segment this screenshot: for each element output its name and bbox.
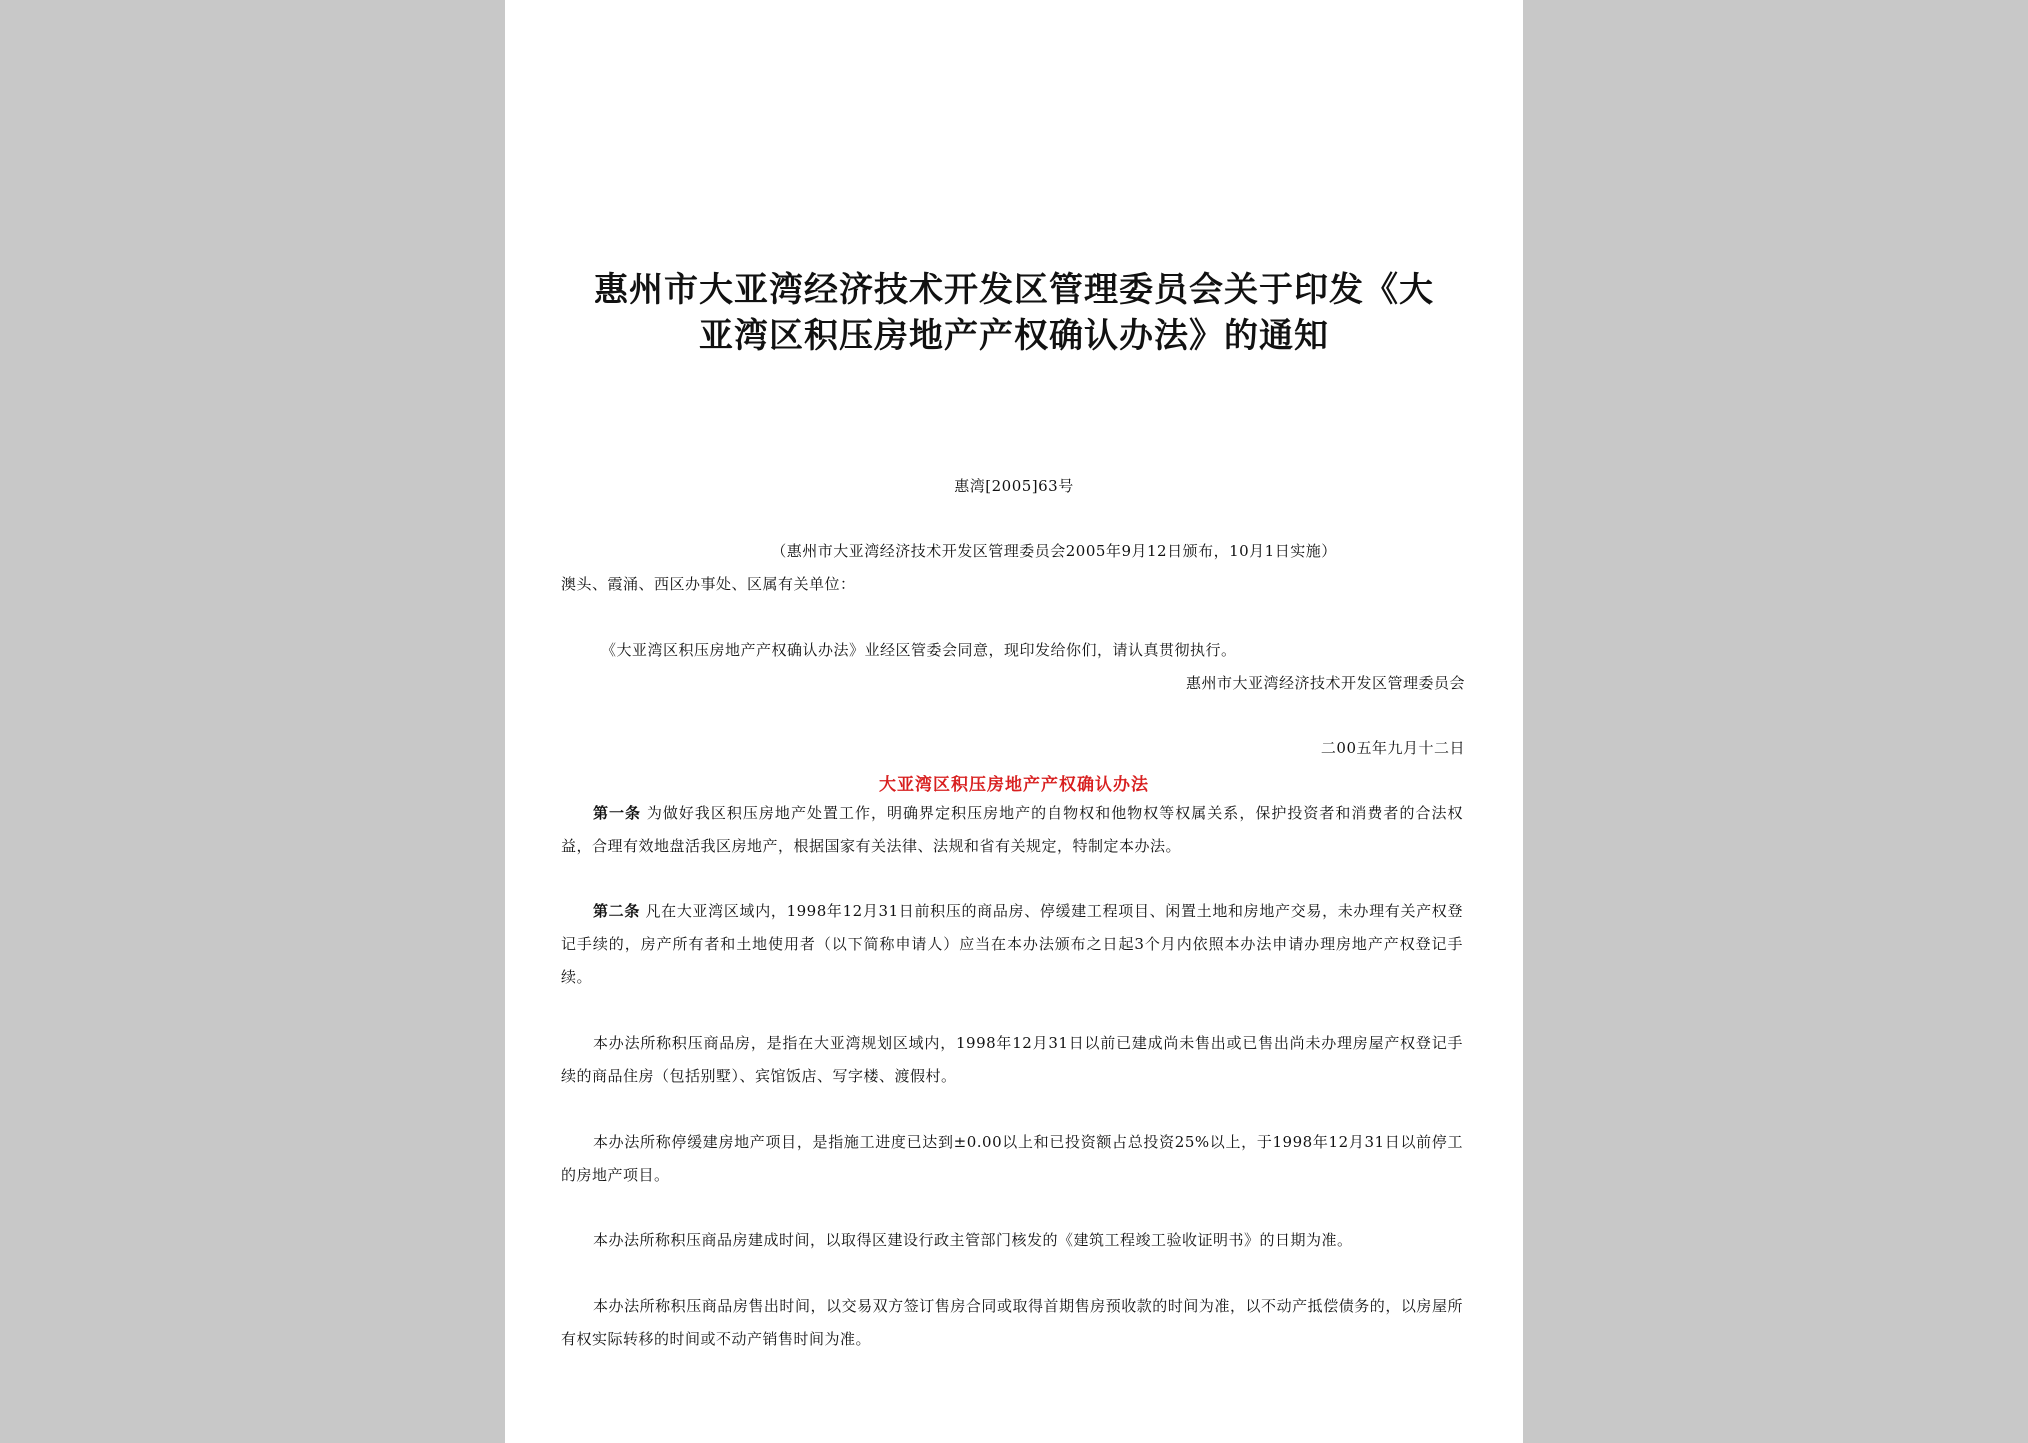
- paragraph-backlog-housing: 本办法所称积压商品房，是指在大亚湾规划区域内，1998年12月31日以前已建成尚未售出或已售出尚未办理房屋产权登记手续的商品住房（包括别墅）、宾馆饭店、写字楼、渡假村。: [561, 1034, 1463, 1085]
- paragraph-sale-time: 本办法所称积压商品房售出时间，以交易双方签订售房合同或取得首期售房预收款的时间为准，以不动产抵偿债务的，以房屋所有权实际转移的时间或不动产销售时间为准。: [561, 1297, 1463, 1348]
- document-number: 惠湾[2005]63号: [954, 477, 1074, 495]
- article-1-label: 第一条: [593, 804, 642, 822]
- issue-date: 二00五年九月十二日: [1320, 739, 1465, 757]
- issuance-note: （惠州市大亚湾经济技术开发区管理委员会2005年9月12日颁布，10月1日实施）: [771, 542, 1337, 560]
- measures-title: 大亚湾区积压房地产产权确认办法: [879, 775, 1149, 795]
- document-title-line-1: 惠州市大亚湾经济技术开发区管理委员会关于印发《大: [594, 270, 1434, 310]
- article-1: [561, 797, 1463, 863]
- article-2-text: 凡在大亚湾区域内，1998年12月31日前积压的商品房、停缓建工程项目、闲置土地和房地产交易，未办理有关产权登记手续的，房产所有者和土地使用者（以下简称申请人）应当在本办法颁布之日起3个月内依照本办法申请办理房地产产权登记手续。: [561, 902, 1463, 986]
- recipients: 澳头、霞涌、西区办事处、区属有关单位：: [561, 575, 856, 593]
- signatory: 惠州市大亚湾经济技术开发区管理委员会: [1185, 674, 1465, 692]
- notice-body: 《大亚湾区积压房地产产权确认办法》业经区管委会同意，现印发给你们，请认真贯彻执行。: [601, 641, 1237, 659]
- document-title-line-2: 亚湾区积压房地产产权确认办法》的通知: [699, 316, 1329, 356]
- article-1-text: 为做好我区积压房地产处置工作，明确界定积压房地产的自物权和他物权等权属关系，保护投资者和消费者的合法权益，合理有效地盘活我区房地产，根据国家有关法律、法规和省有关规定，特制定本办法。: [561, 804, 1463, 855]
- paragraph-suspended-projects: 本办法所称停缓建房地产项目，是指施工进度已达到±0.00以上和已投资额占总投资25%以上，于1998年12月31日以前停工的房地产项目。: [561, 1133, 1463, 1184]
- document-page: [505, 0, 1523, 1443]
- paragraph-completion-time: 本办法所称积压商品房建成时间，以取得区建设行政主管部门核发的《建筑工程竣工验收证明书》的日期为准。: [593, 1231, 1353, 1249]
- article-2-label: 第二条: [593, 902, 641, 920]
- article-2: [561, 895, 1463, 994]
